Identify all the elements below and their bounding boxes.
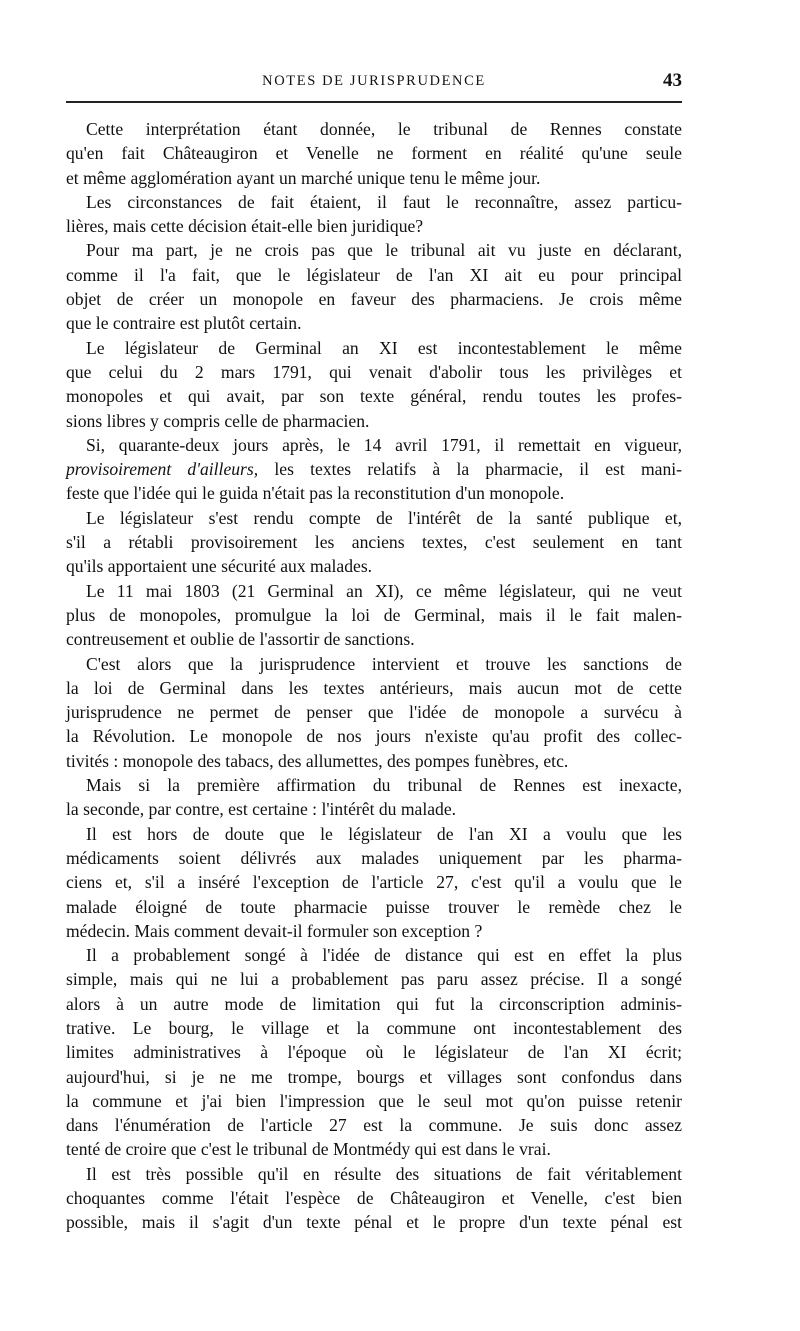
text-line: Il est très possible qu'il en résulte des situations de fait véritablement [86, 1163, 682, 1184]
text-line: Pour ma part, je ne crois pas que le tribunal ait vu juste en déclarant, [86, 240, 682, 261]
text-line: limites administratives à l'époque où le législateur de l'an XI écrit; [66, 1042, 682, 1063]
text-line: que le contraire est plutôt certain. [66, 313, 302, 334]
text-line: Le législateur s'est rendu compte de l'intérêt de la santé publique et, [86, 507, 682, 528]
page-number: 43 [663, 70, 682, 91]
text-line: Les circonstances de fait étaient, il faut le reconnaître, assez particu- [86, 191, 682, 212]
text-line: Cette interprétation étant donnée, le tribunal de Rennes constate [86, 119, 682, 139]
text-line: monopoles et qui avait, par son texte général, rendu toutes les profes- [66, 386, 682, 407]
text-line: jurisprudence ne permet de penser que l'idée de monopole a survécu à [66, 702, 682, 723]
running-head [66, 70, 682, 96]
text-line: feste que l'idée qui le guida n'était pas la reconstitution d'un monopole. [66, 483, 565, 504]
text-line: C'est alors que la jurisprudence intervient et trouve les sanctions de [86, 653, 682, 674]
text-line-italic-start [66, 457, 682, 481]
text-fragment: les textes relatifs à la pharmacie, il est mani- [258, 459, 682, 480]
text-line: Le 11 mai 1803 (21 Germinal an XI), ce même législateur, qui ne veut [86, 580, 682, 601]
text-line: comme il l'a fait, que le législateur de l'an XI ait eu pour principal [66, 264, 682, 285]
text-line: objet de créer un monopole en faveur des pharmaciens. Je crois même [66, 289, 682, 310]
text-line: possible, mais il s'agit d'un texte pénal et le propre d'un texte pénal est [66, 1212, 682, 1233]
running-title: NOTES DE JURISPRUDENCE [262, 73, 486, 89]
text-line: plus de monopoles, promulgue la loi de Germinal, mais il le fait malen- [66, 604, 682, 625]
text-line: simple, mais qui ne lui a probablement pas paru assez précise. Il a songé [66, 969, 682, 990]
text-line: trative. Le bourg, le village et la commune ont incontestablement des [66, 1017, 682, 1038]
text-line: qu'en fait Châteaugiron et Venelle ne forment en réalité qu'une seule [66, 143, 682, 164]
text-line: Il est hors de doute que le législateur de l'an XI a voulu que les [86, 823, 682, 844]
header-rule [66, 101, 682, 103]
text-line: que celui du 2 mars 1791, qui venait d'abolir tous les privilèges et [66, 361, 682, 382]
text-line: la loi de Germinal dans les textes antérieurs, mais aucun mot de cette [66, 677, 682, 698]
text-line: Si, quarante-deux jours après, le 14 avril 1791, il remettait en vigueur, [86, 434, 682, 455]
text-line: Il a probablement songé à l'idée de distance qui est en effet la plus [86, 945, 682, 966]
text-line: la seconde, par contre, est certaine : l'intérêt du malade. [66, 799, 457, 820]
text-line: Le législateur de Germinal an XI est incontestablement le même [86, 337, 682, 358]
text-line: la commune et j'ai bien l'impression que le seul mot qu'on puisse retenir [66, 1090, 682, 1111]
text-line: tenté de croire que c'est le tribunal de Montmédy qui est dans le vrai. [66, 1139, 551, 1160]
text-line: contreusement et oublie de l'assortir de sanctions. [66, 629, 415, 650]
italic-phrase: provisoirement d'ailleurs, [66, 459, 259, 480]
text-line: dans l'énumération de l'article 27 est la commune. Je suis donc assez [66, 1115, 682, 1136]
text-line: qu'ils apportaient une sécurité aux malades. [66, 556, 373, 577]
text-line: aujourd'hui, si je ne me trompe, bourgs et villages sont confondus dans [66, 1066, 682, 1087]
text-line: choquantes comme l'était l'espèce de Châteaugiron et Venelle, c'est bien [66, 1188, 682, 1209]
text-line: et même agglomération ayant un marché unique tenu le même jour. [66, 167, 541, 188]
text-line: ciens et, s'il a inséré l'exception de l'article 27, c'est qu'il a voulu que le [66, 872, 682, 893]
text-line: tivités : monopole des tabacs, des allumettes, des pompes funèbres, etc. [66, 750, 569, 771]
text-line: alors à un autre mode de limitation qui fut la circonscription adminis- [66, 993, 682, 1014]
text-line: la Révolution. Le monopole de nos jours n'existe qu'au profit des collec- [66, 726, 682, 747]
text-line: lières, mais cette décision était-elle bien juridique? [66, 216, 424, 237]
text-line: s'il a rétabli provisoirement les anciens textes, c'est seulement en tant [66, 532, 682, 553]
text-line: malade éloigné de toute pharmacie puisse trouver le remède chez le [66, 896, 682, 917]
text-line: sions libres y compris celle de pharmacien. [66, 410, 370, 431]
text-line: Mais si la première affirmation du tribunal de Rennes est inexacte, [86, 775, 682, 796]
body-text [66, 117, 682, 1235]
text-line: médecin. Mais comment devait-il formuler son exception ? [66, 920, 483, 941]
text-line: médicaments soient délivrés aux malades uniquement par les pharma- [66, 847, 682, 868]
